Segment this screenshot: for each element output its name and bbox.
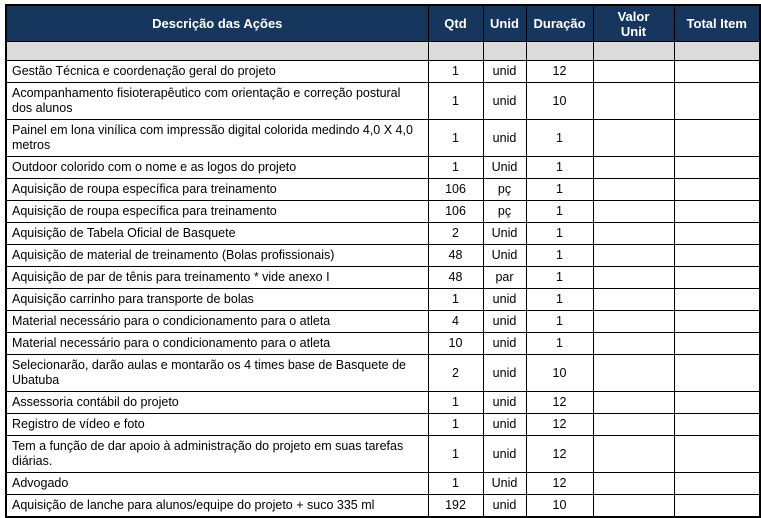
action-description-cell: Assessoria contábil do projeto — [6, 392, 428, 414]
unit-cell: par — [483, 267, 526, 289]
unit-value-cell — [593, 120, 674, 157]
header-row — [6, 5, 760, 42]
spacer-cell — [674, 42, 760, 61]
action-description-cell: Material necessário para o condicionamento para o atleta — [6, 311, 428, 333]
unit-value-cell — [593, 355, 674, 392]
action-description-cell: Aquisição de roupa específica para treinamento — [6, 179, 428, 201]
unit-value-cell — [593, 179, 674, 201]
unit-cell: Unid — [483, 223, 526, 245]
quantity-cell: 2 — [428, 223, 483, 245]
quantity-cell: 106 — [428, 201, 483, 223]
duration-cell: 1 — [526, 120, 593, 157]
action-description-cell: Aquisição de material de treinamento (Bolas profissionais) — [6, 245, 428, 267]
quantity-cell: 1 — [428, 157, 483, 179]
duration-cell: 10 — [526, 355, 593, 392]
duration-cell: 12 — [526, 473, 593, 495]
total-item-cell — [674, 436, 760, 473]
unit-value-cell — [593, 201, 674, 223]
total-item-cell — [674, 311, 760, 333]
total-item-cell — [674, 120, 760, 157]
duration-cell: 1 — [526, 201, 593, 223]
column-header-valor-unit-label: Valor Unit — [617, 8, 650, 39]
duration-cell: 10 — [526, 495, 593, 518]
total-item-cell — [674, 179, 760, 201]
action-description-cell: Material necessário para o condicionamento para o atleta — [6, 333, 428, 355]
unit-cell: Unid — [483, 245, 526, 267]
action-description-cell: Selecionarão, darão aulas e montarão os 4 times base de Basquete de Ubatuba — [6, 355, 428, 392]
action-description-cell: Tem a função de dar apoio à administração do projeto em suas tarefas diárias. — [6, 436, 428, 473]
unit-cell: unid — [483, 436, 526, 473]
duration-cell: 1 — [526, 245, 593, 267]
unit-value-cell — [593, 495, 674, 518]
unit-cell: unid — [483, 355, 526, 392]
table-row — [6, 83, 760, 120]
table-row — [6, 223, 760, 245]
spacer-cell — [593, 42, 674, 61]
total-item-cell — [674, 245, 760, 267]
unit-value-cell — [593, 245, 674, 267]
table-row — [6, 157, 760, 179]
quantity-cell: 1 — [428, 414, 483, 436]
column-header-unid: Unid — [483, 5, 526, 42]
unit-cell: unid — [483, 61, 526, 83]
duration-cell: 1 — [526, 311, 593, 333]
unit-cell: unid — [483, 495, 526, 518]
table-row — [6, 414, 760, 436]
unit-cell: pç — [483, 201, 526, 223]
quantity-cell: 10 — [428, 333, 483, 355]
total-item-cell — [674, 495, 760, 518]
total-item-cell — [674, 61, 760, 83]
unit-cell: unid — [483, 83, 526, 120]
spacer-cell — [526, 42, 593, 61]
total-item-cell — [674, 201, 760, 223]
unit-value-cell — [593, 436, 674, 473]
quantity-cell: 2 — [428, 355, 483, 392]
table-row — [6, 392, 760, 414]
unit-cell: unid — [483, 392, 526, 414]
quantity-cell: 1 — [428, 61, 483, 83]
unit-cell: unid — [483, 414, 526, 436]
unit-value-cell — [593, 392, 674, 414]
action-description-cell: Painel em lona vinílica com impressão digital colorida medindo 4,0 X 4,0 metros — [6, 120, 428, 157]
unit-value-cell — [593, 289, 674, 311]
total-item-cell — [674, 392, 760, 414]
unit-value-cell — [593, 267, 674, 289]
table-row — [6, 355, 760, 392]
table-row — [6, 179, 760, 201]
action-description-cell: Aquisição de Tabela Oficial de Basquete — [6, 223, 428, 245]
action-description-cell: Registro de vídeo e foto — [6, 414, 428, 436]
unit-cell: Unid — [483, 473, 526, 495]
quantity-cell: 1 — [428, 473, 483, 495]
table-row — [6, 473, 760, 495]
duration-cell: 1 — [526, 333, 593, 355]
duration-cell: 12 — [526, 436, 593, 473]
unit-value-cell — [593, 223, 674, 245]
total-item-cell — [674, 355, 760, 392]
spacer-row — [6, 42, 760, 61]
unit-value-cell — [593, 414, 674, 436]
action-description-cell: Advogado — [6, 473, 428, 495]
total-item-cell — [674, 289, 760, 311]
duration-cell: 1 — [526, 223, 593, 245]
unit-value-cell — [593, 83, 674, 120]
unit-cell: pç — [483, 179, 526, 201]
unit-value-cell — [593, 61, 674, 83]
table-row — [6, 436, 760, 473]
table-header — [6, 5, 760, 42]
column-header-descricao: Descrição das Ações — [6, 5, 428, 42]
quantity-cell: 1 — [428, 436, 483, 473]
action-description-cell: Acompanhamento fisioterapêutico com orientação e correção postural dos alunos — [6, 83, 428, 120]
table-row — [6, 495, 760, 518]
duration-cell: 1 — [526, 179, 593, 201]
total-item-cell — [674, 83, 760, 120]
action-description-cell: Aquisição de lanche para alunos/equipe do projeto + suco 335 ml — [6, 495, 428, 518]
duration-cell: 1 — [526, 267, 593, 289]
table-row — [6, 289, 760, 311]
quantity-cell: 48 — [428, 245, 483, 267]
action-description-cell: Aquisição carrinho para transporte de bolas — [6, 289, 428, 311]
quantity-cell: 106 — [428, 179, 483, 201]
action-description-cell: Outdoor colorido com o nome e as logos do projeto — [6, 157, 428, 179]
column-header-valor-unit — [593, 5, 674, 42]
table-row — [6, 311, 760, 333]
total-item-cell — [674, 333, 760, 355]
quantity-cell: 48 — [428, 267, 483, 289]
duration-cell: 12 — [526, 392, 593, 414]
actions-budget-table — [5, 4, 761, 518]
duration-cell: 10 — [526, 83, 593, 120]
table-row — [6, 245, 760, 267]
duration-cell: 1 — [526, 289, 593, 311]
action-description-cell: Aquisição de par de tênis para treinamento * vide anexo I — [6, 267, 428, 289]
table-row — [6, 61, 760, 83]
quantity-cell: 1 — [428, 120, 483, 157]
quantity-cell: 4 — [428, 311, 483, 333]
table-row — [6, 333, 760, 355]
total-item-cell — [674, 414, 760, 436]
unit-value-cell — [593, 311, 674, 333]
quantity-cell: 1 — [428, 392, 483, 414]
spacer-cell — [483, 42, 526, 61]
unit-value-cell — [593, 157, 674, 179]
unit-cell: Unid — [483, 157, 526, 179]
spacer-cell — [428, 42, 483, 61]
action-description-cell: Aquisição de roupa específica para treinamento — [6, 201, 428, 223]
spacer-cell — [6, 42, 428, 61]
unit-value-cell — [593, 473, 674, 495]
quantity-cell: 1 — [428, 289, 483, 311]
quantity-cell: 192 — [428, 495, 483, 518]
action-description-cell: Gestão Técnica e coordenação geral do projeto — [6, 61, 428, 83]
table-row — [6, 267, 760, 289]
duration-cell: 12 — [526, 414, 593, 436]
quantity-cell: 1 — [428, 83, 483, 120]
total-item-cell — [674, 157, 760, 179]
table-row — [6, 120, 760, 157]
unit-cell: unid — [483, 289, 526, 311]
column-header-qtd: Qtd — [428, 5, 483, 42]
column-header-total-item: Total Item — [674, 5, 760, 42]
table-body — [6, 42, 760, 518]
unit-cell: unid — [483, 333, 526, 355]
unit-value-cell — [593, 333, 674, 355]
column-header-duracao: Duração — [526, 5, 593, 42]
total-item-cell — [674, 223, 760, 245]
total-item-cell — [674, 473, 760, 495]
unit-cell: unid — [483, 311, 526, 333]
duration-cell: 12 — [526, 61, 593, 83]
unit-cell: unid — [483, 120, 526, 157]
total-item-cell — [674, 267, 760, 289]
table-row — [6, 201, 760, 223]
duration-cell: 1 — [526, 157, 593, 179]
